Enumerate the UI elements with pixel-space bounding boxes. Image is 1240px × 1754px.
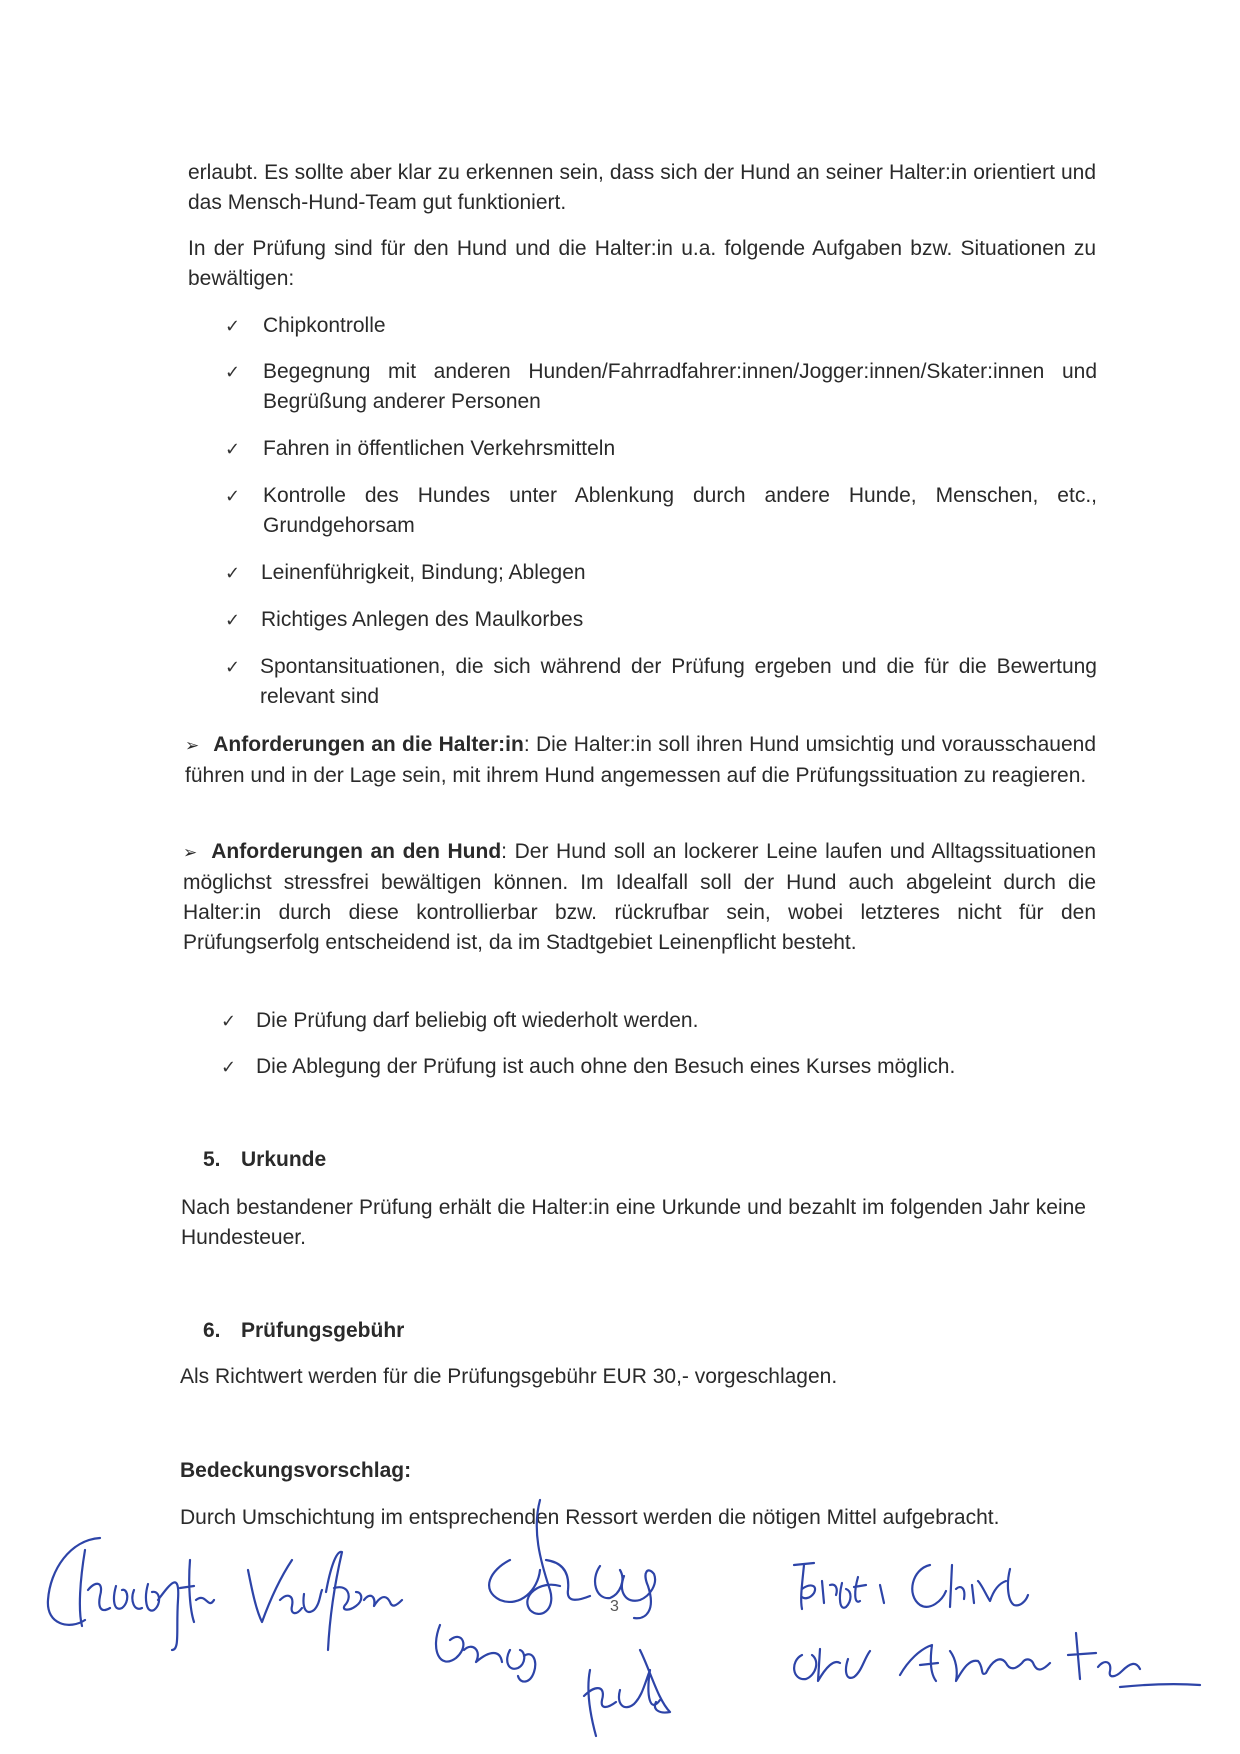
task-text: Chipkontrolle [263,314,386,337]
checkmark-icon: ✓ [221,1011,237,1031]
intro-continuation: erlaubt. Es sollte aber klar zu erkennen sein, dass sich der Hund an seiner Halter:in orientiert und das Mensch-Hund-Team gut funktioniert. [188,161,1096,214]
tasks-intro: In der Prüfung sind für den Hund und die Halter:in u.a. folgende Aufgaben bzw. Situationen zu bewältigen: [188,237,1096,290]
task-text: Leinenführigkeit, Bindung; Ablegen [261,561,586,584]
checkmark-icon: ✓ [225,610,241,630]
checkmark-icon: ✓ [225,439,241,459]
task-item [225,605,1097,635]
requirements-owner-label: Anforderungen an die Halter:in [213,733,524,756]
certificate-text: Nach bestandener Prüfung erhält die Halter:in eine Urkunde und bezahlt im folgenden Jahr keine Hundesteuer. [181,1196,1086,1249]
section-title: Prüfungsgebühr [241,1319,405,1342]
task-text: Begegnung mit anderen Hunden/Fahrradfahrer:innen/Jogger:innen/Skater:innen und Begrüßung anderer Personen [263,360,1097,413]
section-title: Urkunde [241,1148,327,1171]
note-item [221,1052,1091,1082]
note-text: Die Ablegung der Prüfung ist auch ohne den Besuch eines Kurses möglich. [256,1055,956,1078]
checkmark-icon: ✓ [225,486,241,506]
task-text: Spontansituationen, die sich während der Prüfung ergeben und die für die Bewertung relevant sind [260,655,1097,708]
arrow-bullet-icon: ➢ [183,843,198,862]
checkmark-icon: ✓ [225,563,241,583]
task-text: Kontrolle des Hundes unter Ablenkung durch andere Hunde, Menschen, etc., Grundgehorsam [263,484,1097,537]
checkmark-icon: ✓ [221,1057,237,1077]
section-heading-certificate [203,1145,326,1175]
checkmark-icon: ✓ [225,316,241,336]
task-item [225,434,1097,464]
checkmark-icon: ✓ [225,362,241,382]
requirements-owner [185,730,1096,791]
section-number: 5. [203,1148,221,1171]
coverage-text: Durch Umschichtung im entsprechenden Ressort werden die nötigen Mittel aufgebracht. [180,1506,1000,1529]
requirements-dog [183,837,1096,958]
fee-text: Als Richtwert werden für die Prüfungsgebühr EUR 30,- vorgeschlagen. [180,1365,838,1388]
coverage-title: Bedeckungsvorschlag: [180,1459,412,1482]
section-heading-fee [203,1316,404,1346]
note-item [221,1006,1091,1036]
requirements-owner-text: : Die Halter:in soll ihren Hund umsichtig und vorausschauend führen und in der Lage sein, mit ihrem Hund angemessen auf die Prüfungssituation zu reagieren. [185,733,1096,787]
task-item [225,357,1097,417]
note-text: Die Prüfung darf beliebig oft wiederholt werden. [256,1009,699,1032]
arrow-bullet-icon: ➢ [185,736,200,755]
task-item [225,652,1097,712]
task-item [225,311,1097,341]
requirements-dog-text: : Der Hund soll an lockerer Leine laufen und Alltagssituationen möglichst stressfrei bewältigen können. Im Idealfall soll der Hund auch abgeleint durch die Halter:in durch diese kontrollierbar bzw. rückrufbar sein, wobei letzteres nicht für den Prüfungserfolg entscheidend ist, da im Stadtgebiet Leinenpflicht besteht. [183,840,1096,954]
requirements-dog-label: Anforderungen an den Hund [211,840,502,863]
checkmark-icon: ✓ [225,657,241,677]
signature-christoph-kaufmann [30,1530,420,1660]
signature-middle [420,1500,750,1750]
page-number: 3 [610,1598,619,1615]
section-number: 6. [203,1319,221,1342]
task-text: Fahren in öffentlichen Verkehrsmitteln [263,437,616,460]
signature-birgit [780,1555,1220,1695]
task-item [225,558,1097,588]
task-item [225,481,1097,541]
task-text: Richtiges Anlegen des Maulkorbes [261,608,584,631]
